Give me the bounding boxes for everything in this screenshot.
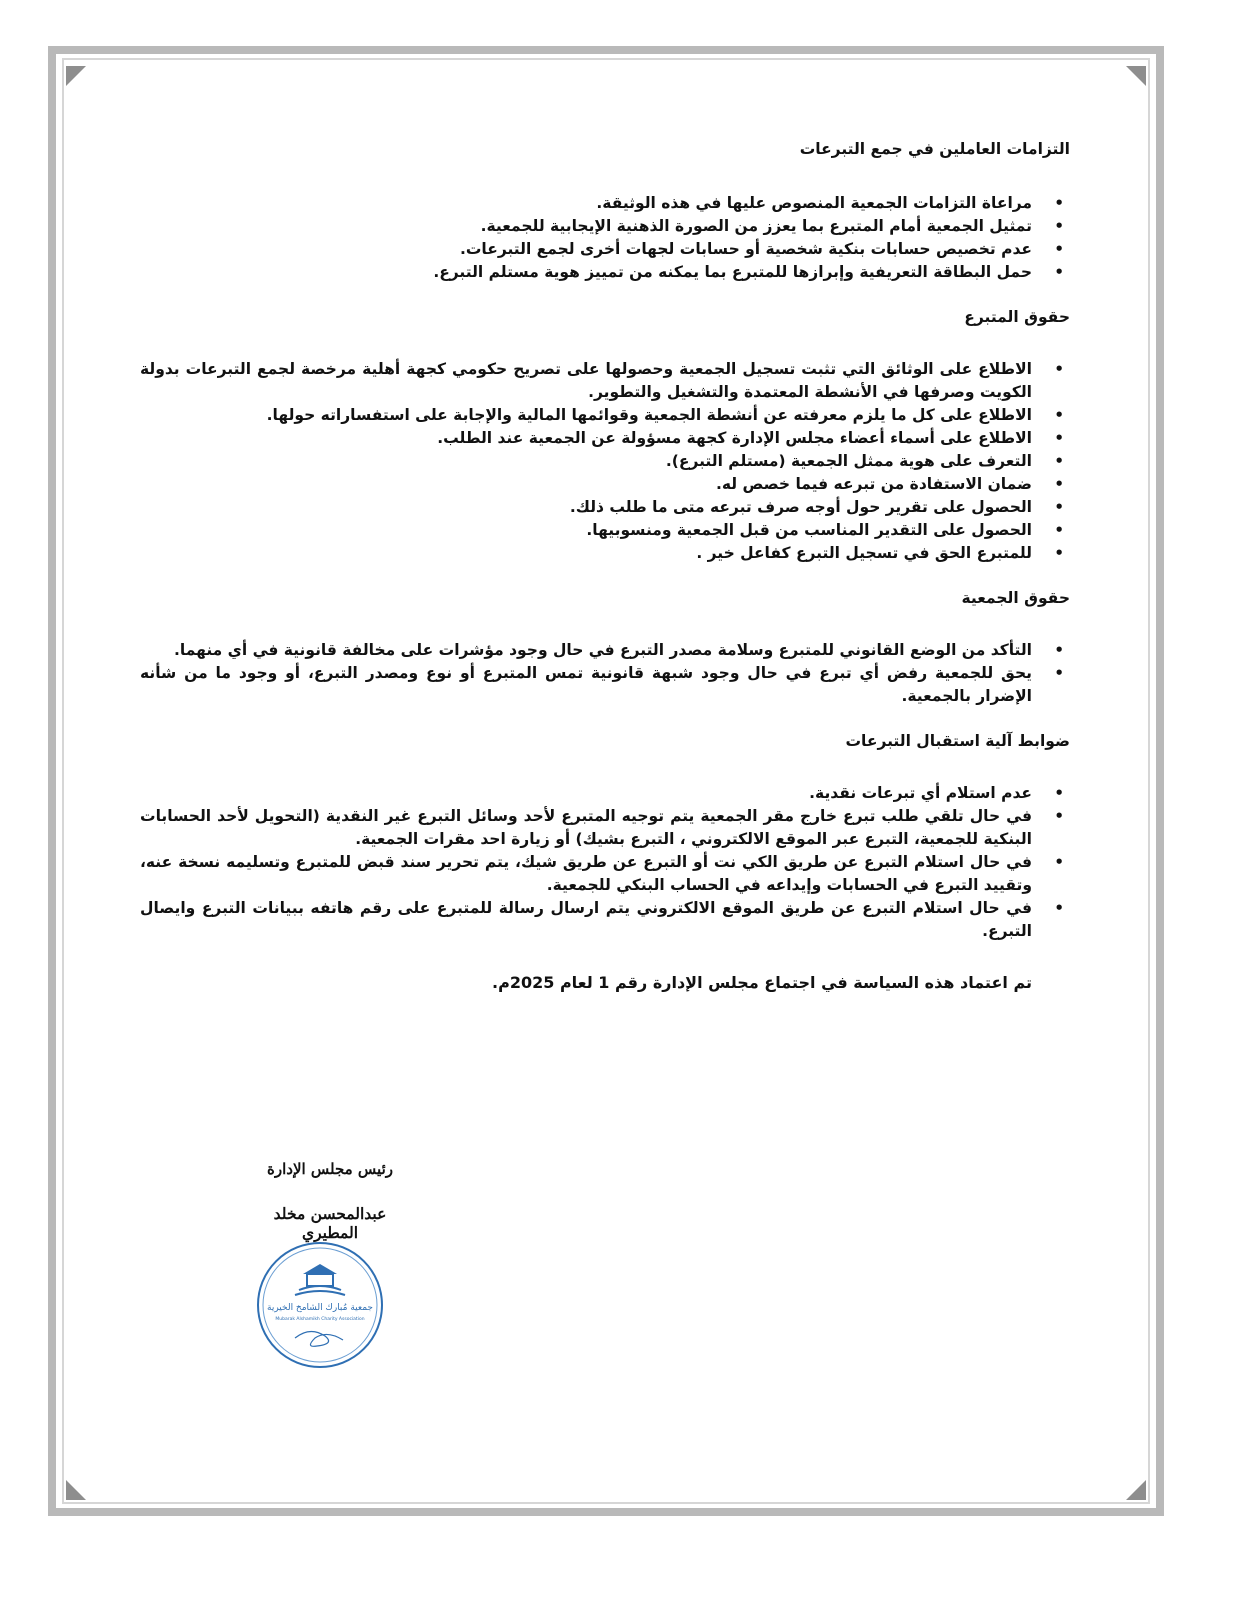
list-item: • الحصول على تقرير حول أوجه صرف تبرعه متى ما طلب ذلك.: [140, 496, 1032, 519]
frame-inner-bottom-line: [62, 1502, 1150, 1504]
bullet-list: [140, 358, 1070, 565]
list-item: • في حال تلقي طلب تبرع خارج مقر الجمعية يتم توجيه المتبرع لأحد وسائل التبرع غير النقدية (التحويل لأحد الحسابات البنكية للجمعية، التبرع عبر الموقع الالكتروني ، التبرع بشيك) أو زيارة احد مقرات الجمعية.: [140, 805, 1032, 851]
list-item: • الحصول على التقدير المناسب من قبل الجمعية ومنسوبيها.: [140, 519, 1032, 542]
bullet-list: [140, 192, 1070, 284]
seal-english-text: Mubarak Alshamikh Charity Association: [275, 1317, 365, 1322]
section-heading: التزامات العاملين في جمع التبرعات: [799, 140, 1070, 158]
seal-arabic-text: جمعية مُبارك الشامخ الخيرية: [267, 1303, 373, 1313]
signatory-name: عبدالمحسن مخلد المطيري: [273, 1204, 387, 1242]
bullet-list: [140, 639, 1070, 708]
signatory-title: رئيس مجلس الإدارة: [267, 1160, 393, 1178]
frame-left-bar: [48, 46, 56, 1516]
section-heading: ضوابط آلية استقبال التبرعات: [845, 732, 1070, 750]
frame-right-bar: [1156, 46, 1164, 1516]
section-heading: حقوق المتبرع: [964, 308, 1070, 326]
list-item: • يحق للجمعية رفض أي تبرع في حال وجود شبهة قانونية تمس المتبرع أو نوع ومصدر التبرع، أو وجود ما من شأنه الإضرار بالجمعية.: [140, 662, 1032, 708]
list-item: • التأكد من الوضع القانوني للمتبرع وسلامة مصدر التبرع في حال وجود مؤشرات على مخالفة قانونية في أي منهما.: [140, 639, 1032, 662]
signature-block: [245, 1160, 415, 1242]
signature-scribble: [295, 1331, 343, 1346]
list-item: • عدم استلام أي تبرعات نقدية.: [140, 782, 1032, 805]
seal-emblem-icon: [295, 1264, 345, 1295]
list-item: • حمل البطاقة التعريفية وإبرازها للمتبرع بما يمكنه من تمييز هوية مستلم التبرع.: [140, 261, 1032, 284]
frame-inner-left-line: [62, 58, 64, 1504]
corner-ornament-top-right: [1126, 66, 1146, 86]
list-item: • في حال استلام التبرع عن طريق الكي نت أو التبرع عن طريق شيك، يتم تحرير سند قبض للمتبرع وتسليمه نسخة عنه، وتقييد التبرع في الحسابات وإيداعه في الحساب البنكي للجمعية.: [140, 851, 1032, 897]
list-item: • مراعاة التزامات الجمعية المنصوص عليها في هذه الوثيقة.: [140, 192, 1032, 215]
frame-inner-right-line: [1148, 58, 1150, 1504]
list-item: • الاطلاع على الوثائق التي تثبت تسجيل الجمعية وحصولها على تصريح حكومي كجهة أهلية مرخصة لجمع التبرعات بدولة الكويت وصرفها في الأنشطة المعتمدة والتشغيل والتطوير.: [140, 358, 1032, 404]
corner-ornament-bottom-right: [1126, 1480, 1146, 1500]
association-seal: [255, 1240, 385, 1370]
frame-bottom-bar: [48, 1508, 1164, 1516]
list-item: • للمتبرع الحق في تسجيل التبرع كفاعل خير .: [140, 542, 1032, 565]
section-heading: حقوق الجمعية: [961, 589, 1070, 607]
approval-statement: تم اعتماد هذه السياسة في اجتماع مجلس الإدارة رقم 1 لعام 2025م.: [492, 973, 1032, 992]
list-item: • تمثيل الجمعية أمام المتبرع بما يعزز من الصورة الذهنية الإيجابية للجمعية.: [140, 215, 1032, 238]
list-item: • الاطلاع على كل ما يلزم معرفته عن أنشطة الجمعية وقوائمها المالية والإجابة على استفساراته حولها.: [140, 404, 1032, 427]
frame-inner-top-line: [62, 58, 1150, 60]
list-item: • التعرف على هوية ممثل الجمعية (مستلم التبرع).: [140, 450, 1032, 473]
bullet-list: [140, 782, 1070, 943]
policy-document: [140, 140, 1070, 992]
corner-ornament-top-left: [66, 66, 86, 86]
frame-top-bar: [48, 46, 1164, 54]
list-item: • في حال استلام التبرع عن طريق الموقع الالكتروني يتم ارسال رسالة للمتبرع على رقم هاتفه ببيانات التبرع وايصال التبرع.: [140, 897, 1032, 943]
list-item: • عدم تخصيص حسابات بنكية شخصية أو حسابات لجهات أخرى لجمع التبرعات.: [140, 238, 1032, 261]
corner-ornament-bottom-left: [66, 1480, 86, 1500]
list-item: • ضمان الاستفادة من تبرعه فيما خصص له.: [140, 473, 1032, 496]
list-item: • الاطلاع على أسماء أعضاء مجلس الإدارة كجهة مسؤولة عن الجمعية عند الطلب.: [140, 427, 1032, 450]
